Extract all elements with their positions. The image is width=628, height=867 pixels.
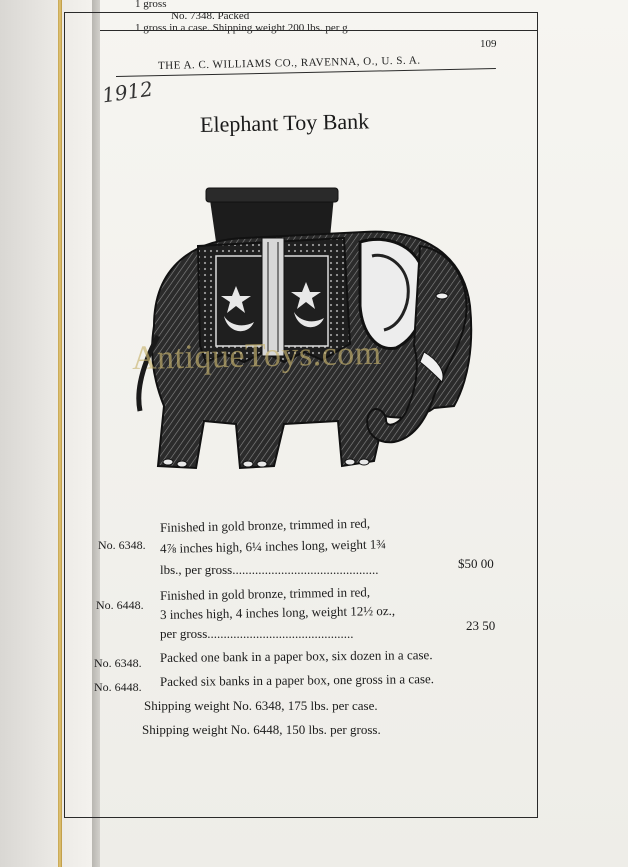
- entry-1-line-2: 4⅞ inches high, 6¼ inches long, weight 1¾: [159, 536, 387, 556]
- prev-line2-tail: Packed: [217, 10, 250, 22]
- prev-line3-right: Shipping weight 200 lbs. per g: [212, 22, 348, 34]
- entry-2-line-1: Finished in gold bronze, trimmed in red,: [159, 584, 371, 603]
- entry-2-line-3-text: per gross: [160, 626, 208, 641]
- entry-2-line-3: [160, 626, 354, 642]
- top-rule: [100, 30, 538, 31]
- entry-4-line-1: Packed six banks in a paper box, one gross in a case.: [159, 671, 435, 689]
- watermark: AntiqueToys.com: [131, 334, 383, 377]
- entry-3-no: No. 6348.: [94, 656, 142, 670]
- page-title: Elephant Toy Bank: [199, 108, 370, 137]
- prev-line3-left: 1 gross in a case.: [135, 22, 210, 34]
- prev-line2: No. 7348.: [171, 10, 215, 22]
- entry-2-no: No. 6448.: [96, 598, 144, 612]
- entry-1-line-3-text: lbs., per gross: [160, 562, 233, 577]
- entry-1-no: No. 6348.: [98, 538, 146, 552]
- leader-dots: .............................................: [232, 562, 379, 577]
- entry-2-price: 23 50: [466, 618, 496, 633]
- entry-3-line-1: Packed one bank in a paper box, six dozen in a case.: [159, 647, 433, 665]
- shipping-line-1: Shipping weight No. 6348, 175 lbs. per case.: [144, 698, 378, 713]
- running-head: THE A. C. WILLIAMS CO., RAVENNA, O., U. S. A.: [157, 54, 421, 72]
- entry-2-line-2: 3 inches high, 4 inches long, weight 12½ oz.,: [159, 602, 396, 622]
- shipping-line-2: Shipping weight No. 6448, 150 lbs. per gross.: [142, 722, 381, 737]
- year-handwriting: 1912: [100, 76, 155, 108]
- prev-line1: 1 gross: [135, 0, 167, 10]
- gilt-edge: [58, 0, 62, 867]
- leader-dots: .............................................: [207, 626, 354, 641]
- entry-1-line-1: Finished in gold bronze, trimmed in red,: [159, 515, 371, 535]
- entry-1-price: $50 00: [458, 556, 494, 571]
- entry-1-line-3: [160, 562, 378, 578]
- page-number: 109: [480, 38, 497, 50]
- entry-4-no: No. 6448.: [94, 680, 142, 694]
